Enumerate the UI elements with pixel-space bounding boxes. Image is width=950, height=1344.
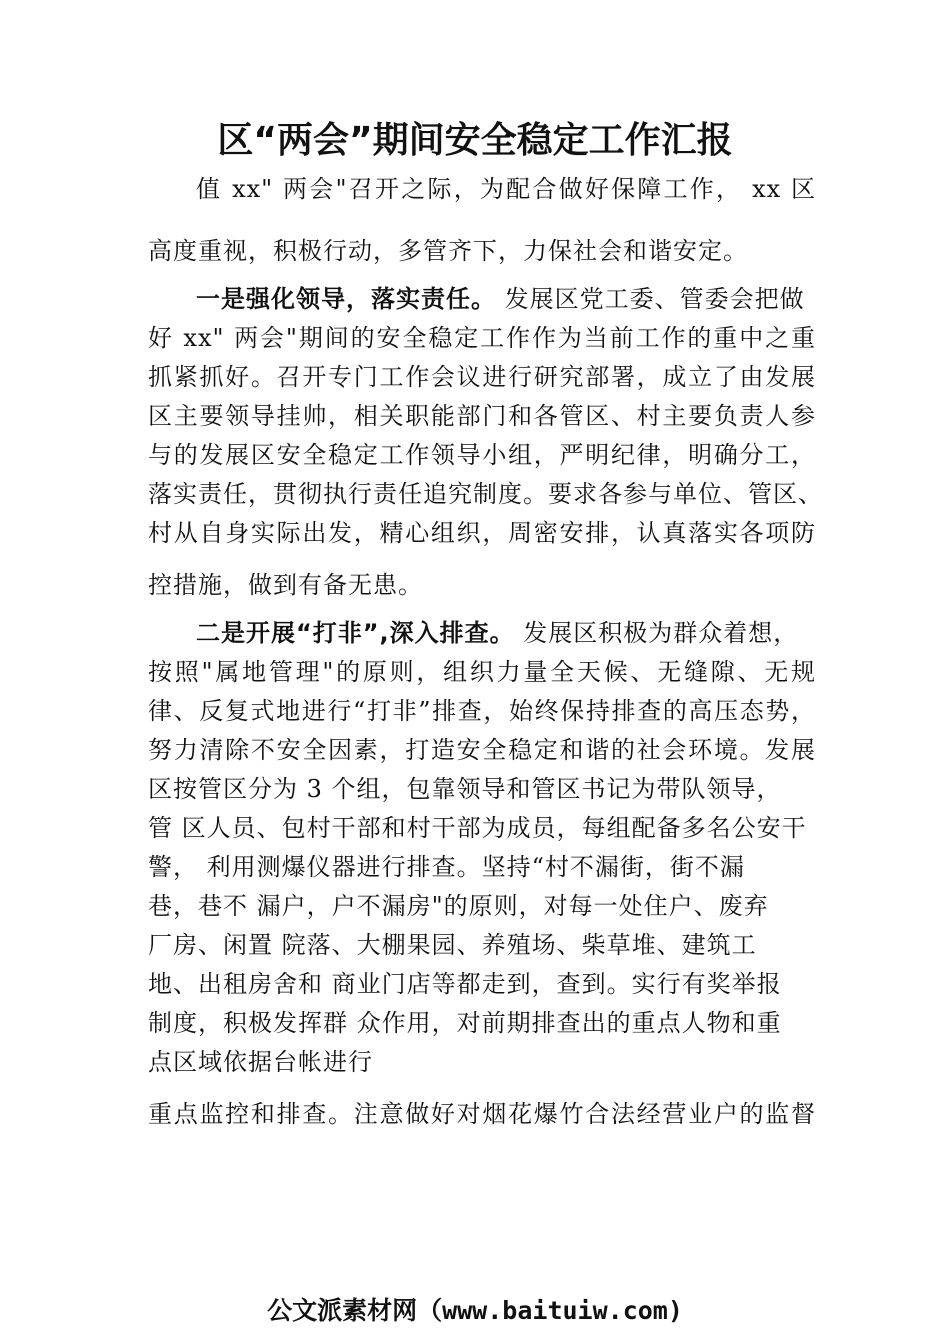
section2-line: 地、出租房舍和 商业门店等都走到，查到。实行有奖举报 (148, 970, 782, 998)
section1-line: 村从自身实际出发，精心组织，周密安排，认真落实各项防 (148, 519, 816, 547)
document-title: 区“两会”期间安全稳定工作汇报 (217, 120, 733, 161)
section2-line: 巷，巷不 漏户，户不漏房"的原则，对每一处住户、废弃 (148, 892, 769, 920)
intro-line-2: 高度重视，积极行动，多管齐下，力保社会和谐安定。 (148, 237, 748, 265)
section2-line: 重点监控和排查。注意做好对烟花爆竹合法经营业户的监督 (148, 1100, 816, 1128)
footer-watermark: 公文派素材网（www.baituiw.com) (267, 1296, 683, 1325)
section1-lead: 一是强化领导，落实责任。 (196, 285, 496, 313)
section2-line: 区按管区分为 3 个组，包靠领导和管区书记为带队领导， (148, 775, 782, 803)
section1-first-line-rest: 发展区党工委、管委会把做 (496, 285, 805, 313)
section1-first-line (196, 282, 816, 316)
section1-line: 区主要领导挂帅，相关职能部门和各管区、村主要负责人参 (148, 402, 816, 430)
section2-line: 按照"属地管理"的原则，组织力量全天候、无缝隙、无规 (148, 658, 816, 686)
section2-line: 厂房、闲置 院落、大棚果园、养殖场、柴草堆、建筑工 (148, 931, 757, 959)
section1-line: 控措施，做到有备无患。 (148, 571, 423, 599)
section2-line: 律、反复式地进行“打非”排查，始终保持排查的高压态势， (148, 697, 816, 725)
section2-line: 努力清除不安全因素，打造安全稳定和谐的社会环境。发展 (148, 736, 816, 764)
intro-line-1: 值 xx" 两会"召开之际，为配合做好保障工作， xx 区 (196, 175, 816, 203)
section2-first-line-rest: 发展区积极为群众着想， (514, 619, 799, 647)
section1-line: 抓紧抓好。召开专门工作会议进行研究部署，成立了由发展 (148, 363, 816, 391)
section2-line: 制度，积极发挥群 众作用，对前期排查出的重点人物和重 (148, 1009, 782, 1037)
section2-first-line (196, 616, 816, 650)
section1-line: 与的发展区安全稳定工作领导小组，严明纪律，明确分工， (148, 441, 816, 469)
section1-line: 落实责任，贯彻执行责任追究制度。要求各参与单位、管区、 (148, 480, 823, 508)
section2-line: 点区域依据台帐进行 (148, 1048, 373, 1076)
section2-lead: 二是开展“打非”,深入排查。 (196, 619, 515, 647)
section2-line: 警， 利用测爆仪器进行排查。坚持“村不漏街，街不漏 (148, 853, 745, 881)
section1-line: 好 xx" 两会"期间的安全稳定工作作为当前工作的重中之重 (148, 324, 816, 352)
section2-line: 管 区人员、包村干部和村干部为成员，每组配备多名公安干 (148, 814, 807, 842)
